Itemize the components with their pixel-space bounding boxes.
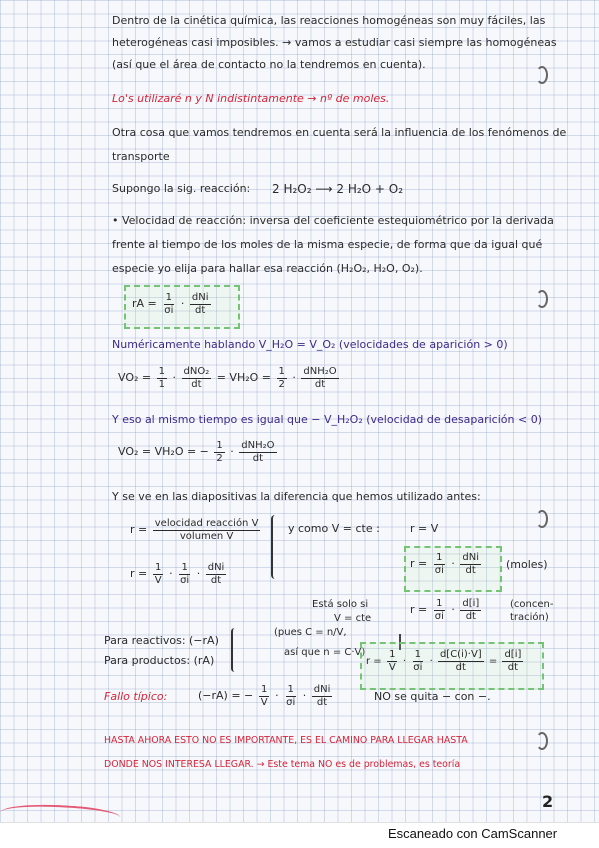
- text-line: Para reactivos: (−rA): [104, 634, 219, 647]
- scanner-footer: Escaneado con CamScanner: [388, 826, 558, 841]
- binder-ring-icon: [536, 290, 548, 308]
- text-line: heterogéneas casi imposibles. → vamos a estudiar casi siempre las homogéneas: [112, 36, 557, 49]
- brace: [231, 628, 238, 672]
- text-note: V = cte: [334, 613, 372, 624]
- formula-r-derivation: r = $\frac{1}{V}$ · $\frac{1}{\sigma i}$ · $\frac{d[C(i)\cdot V]}{dt}$ = $\frac{d[i]}{dt}$: [366, 648, 522, 673]
- definition-line: especie yo elija para hallar esa reacción (H₂O₂, H₂O, O₂).: [112, 262, 423, 275]
- text-line: Y eso al mismo tiempo es igual que − V_H₂O₂ (velocidad de desaparición < 0): [112, 413, 542, 426]
- definition-line: frente al tiempo de los moles de la misma especie, de forma que da igual qué: [112, 238, 543, 251]
- red-label: Fallo típico:: [104, 690, 168, 703]
- text-line: y como V = cte :: [288, 522, 380, 535]
- formula-fallo: (−rA) = − $\frac{1}{V}$ · $\frac{1}{\sigma i}$ · $\frac{\text{dNi}}{dt}$: [198, 683, 331, 708]
- text-line: Y se ve en las diapositivas la diferencia que hemos utilizado antes:: [112, 490, 481, 503]
- text-line: (así que el área de contacto no la tendremos en cuenta).: [112, 58, 426, 71]
- red-note: DONDE NOS INTERESA LLEGAR. → Este tema NO es de problemas, es teoría: [104, 759, 461, 770]
- formula-r-v: r = V: [410, 522, 439, 535]
- binder-ring-icon: [536, 732, 548, 750]
- page-number: 2: [542, 792, 554, 811]
- chemical-reaction: 2 H₂O₂ ⟶ 2 H₂O + O₂: [272, 182, 404, 196]
- fraction: $\frac{\text{dNi}}{dt}$: [191, 291, 209, 316]
- binder-ring-icon: [536, 510, 548, 528]
- text-note: Está solo si: [312, 599, 369, 610]
- text-note: así que n = C·V): [284, 647, 366, 658]
- text-line: transporte: [112, 150, 170, 163]
- text-note: NO se quita − con −.: [374, 690, 491, 703]
- label-concentracion: (concen-tración): [510, 599, 554, 623]
- formula-vo2-negative: VO₂ = VH₂O = − $\frac{1}{2}$ · $\frac{\text{dNH₂O}}{dt}$: [118, 439, 275, 464]
- text-line: Para productos: (rA): [104, 654, 215, 667]
- red-scribble: [0, 801, 121, 829]
- binder-ring-icon: [536, 66, 548, 84]
- formula-vo2: VO₂ = $\frac{1}{1}$ · $\frac{\text{dNO₂}}{dt}$ = VH₂O = $\frac{1}{2}$ · $\frac{\text{dNH₂O}}{dt}$: [118, 365, 337, 390]
- text-line: Dentro de la cinética química, las reacciones homogéneas son muy fáciles, las: [112, 14, 546, 27]
- formula-r-moles: r = $\frac{1}{\sigma i}$ · $\frac{\text{dNi}}{dt}$: [410, 551, 479, 576]
- definition-line: • Velocidad de reacción: inversa del coeficiente estequiométrico por la derivada: [112, 214, 554, 227]
- brace: [271, 515, 279, 579]
- formula-ra: rA = $\frac{1}{\sigma i}$ · $\frac{\text{dNi}}{dt}$: [132, 291, 209, 316]
- text-line: Otra cosa que vamos tendremos en cuenta será la influencia de los fenómenos de: [112, 126, 567, 139]
- text-note: (pues C = n/V,: [274, 627, 347, 638]
- text-line: Numéricamente hablando V_H₂O = V_O₂ (velocidades de aparición > 0): [112, 338, 508, 351]
- formula-lhs: rA =: [132, 297, 157, 310]
- red-note: HASTA AHORA ESTO NO ES IMPORTANTE, ES EL CAMINO PARA LLEGAR HASTA: [104, 735, 468, 746]
- red-note: Lo's utilizaré n y N indistintamente → nº de moles.: [112, 92, 390, 105]
- formula-r-concentration: r = $\frac{1}{\sigma i}$ · $\frac{d[i]}{dt}$: [410, 597, 480, 622]
- formula-r-definition: r = $\frac{\text{velocidad reacción V}}{\text{volumen V}}$: [130, 517, 259, 542]
- text-line: Supongo la sig. reacción:: [112, 182, 251, 195]
- formula-r-general: r = $\frac{1}{V}$ · $\frac{1}{\sigma i}$ · $\frac{\text{dNi}}{dt}$: [130, 561, 225, 586]
- label-moles: (moles): [506, 558, 548, 571]
- fraction: $\frac{1}{\sigma i}$: [164, 291, 174, 316]
